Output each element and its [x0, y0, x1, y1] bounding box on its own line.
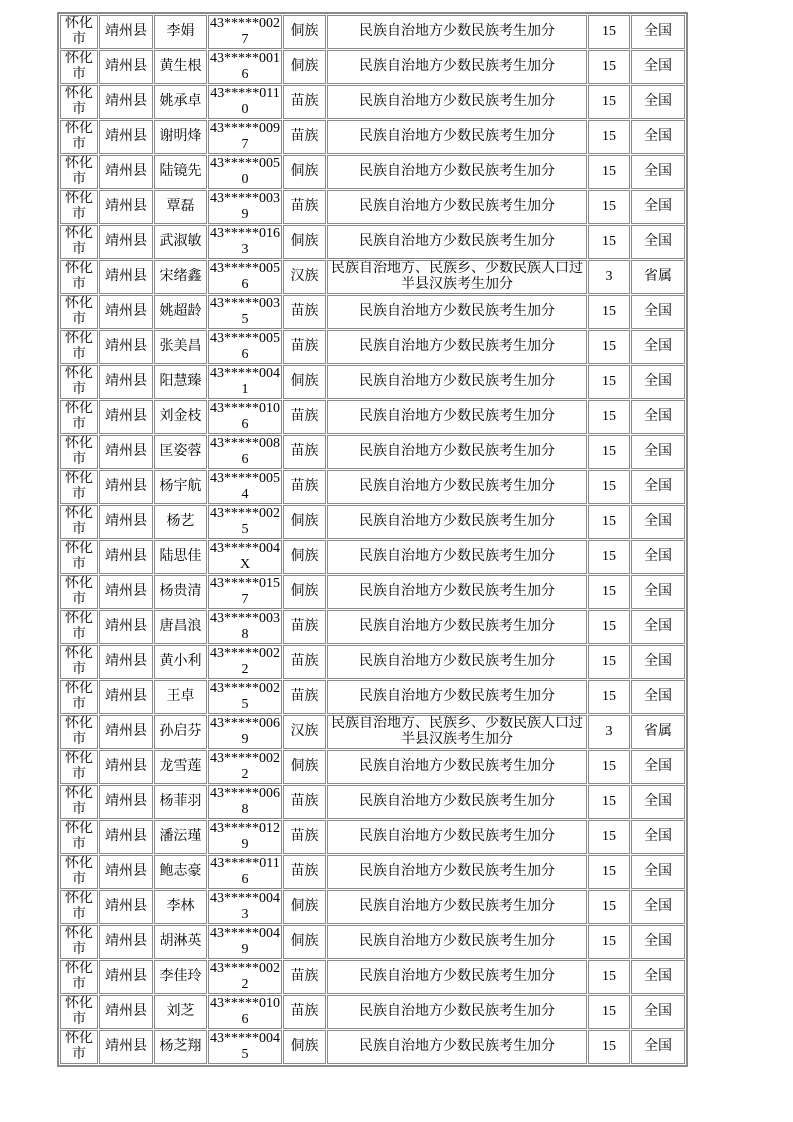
cell-name: 张美昌 — [154, 330, 207, 364]
cell-city: 怀化市 — [60, 890, 98, 924]
cell-scope: 全国 — [631, 295, 685, 329]
cell-scope: 全国 — [631, 470, 685, 504]
cell-name: 潘沄瑾 — [154, 820, 207, 854]
cell-ethnicity: 侗族 — [283, 155, 326, 189]
cell-scope: 全国 — [631, 155, 685, 189]
cell-points: 15 — [588, 330, 630, 364]
cell-county: 靖州县 — [99, 260, 153, 294]
cell-ethnicity: 苗族 — [283, 995, 326, 1029]
cell-bonus_reason: 民族自治地方少数民族考生加分 — [327, 995, 587, 1029]
table-row — [60, 855, 685, 889]
cell-ethnicity: 侗族 — [283, 1030, 326, 1064]
cell-county: 靖州县 — [99, 470, 153, 504]
cell-bonus_reason: 民族自治地方少数民族考生加分 — [327, 365, 587, 399]
cell-ethnicity: 侗族 — [283, 750, 326, 784]
cell-scope: 全国 — [631, 120, 685, 154]
cell-id_masked: 43*****0069 — [210, 716, 280, 747]
cell-city: 怀化市 — [60, 610, 98, 644]
cell-name: 匡姿蓉 — [154, 435, 207, 469]
table-row — [60, 575, 685, 609]
cell-city: 怀化市 — [60, 120, 98, 154]
cell-bonus_reason: 民族自治地方少数民族考生加分 — [327, 645, 587, 679]
cell-name: 阳慧臻 — [154, 365, 207, 399]
cell-id_masked: 43*****0043 — [210, 891, 280, 922]
cell-id_masked: 43*****0025 — [210, 506, 280, 537]
cell-name: 陆镜先 — [154, 155, 207, 189]
cell-bonus_reason: 民族自治地方少数民族考生加分 — [327, 925, 587, 959]
cell-points: 15 — [588, 505, 630, 539]
cell-points: 15 — [588, 225, 630, 259]
cell-scope: 全国 — [631, 505, 685, 539]
cell-scope: 全国 — [631, 750, 685, 784]
table-row — [60, 400, 685, 434]
cell-ethnicity: 苗族 — [283, 470, 326, 504]
cell-ethnicity: 汉族 — [283, 715, 326, 749]
cell-ethnicity: 苗族 — [283, 85, 326, 119]
cell-points: 15 — [588, 995, 630, 1029]
cell-id_masked: 43*****0025 — [210, 681, 280, 712]
cell-county: 靖州县 — [99, 155, 153, 189]
cell-city: 怀化市 — [60, 330, 98, 364]
bonus-points-table — [57, 12, 688, 1067]
cell-county: 靖州县 — [99, 85, 153, 119]
table-row — [60, 785, 685, 819]
cell-bonus_reason: 民族自治地方少数民族考生加分 — [327, 855, 587, 889]
cell-city: 怀化市 — [60, 645, 98, 679]
cell-ethnicity: 侗族 — [283, 575, 326, 609]
cell-county: 靖州县 — [99, 540, 153, 574]
table-row — [60, 295, 685, 329]
cell-county: 靖州县 — [99, 995, 153, 1029]
cell-scope: 全国 — [631, 925, 685, 959]
cell-id_masked: 43*****0016 — [210, 51, 280, 82]
cell-scope: 全国 — [631, 890, 685, 924]
cell-id_masked: 43*****004X — [210, 541, 280, 572]
cell-scope: 全国 — [631, 785, 685, 819]
cell-city: 怀化市 — [60, 575, 98, 609]
cell-scope: 全国 — [631, 85, 685, 119]
cell-bonus_reason: 民族自治地方少数民族考生加分 — [327, 960, 587, 994]
cell-ethnicity: 侗族 — [283, 365, 326, 399]
table-row — [60, 435, 685, 469]
cell-bonus_reason: 民族自治地方少数民族考生加分 — [327, 50, 587, 84]
cell-name: 杨贵清 — [154, 575, 207, 609]
cell-points: 15 — [588, 890, 630, 924]
cell-city: 怀化市 — [60, 190, 98, 224]
cell-name: 鲍志豪 — [154, 855, 207, 889]
cell-name: 杨宇航 — [154, 470, 207, 504]
table-row — [60, 470, 685, 504]
cell-county: 靖州县 — [99, 505, 153, 539]
cell-county: 靖州县 — [99, 820, 153, 854]
cell-id_masked: 43*****0056 — [210, 331, 280, 362]
cell-name: 陆思佳 — [154, 540, 207, 574]
cell-bonus_reason: 民族自治地方少数民族考生加分 — [327, 155, 587, 189]
cell-bonus_reason: 民族自治地方少数民族考生加分 — [327, 575, 587, 609]
cell-name: 覃磊 — [154, 190, 207, 224]
table-row — [60, 960, 685, 994]
cell-county: 靖州县 — [99, 855, 153, 889]
cell-city: 怀化市 — [60, 680, 98, 714]
cell-id_masked: 43*****0056 — [210, 261, 280, 292]
cell-scope: 全国 — [631, 365, 685, 399]
cell-points: 15 — [588, 50, 630, 84]
cell-name: 王卓 — [154, 680, 207, 714]
cell-name: 孙启芬 — [154, 715, 207, 749]
table-row — [60, 540, 685, 574]
cell-city: 怀化市 — [60, 785, 98, 819]
cell-ethnicity: 侗族 — [283, 925, 326, 959]
cell-name: 黄生根 — [154, 50, 207, 84]
cell-scope: 全国 — [631, 330, 685, 364]
table-row — [60, 715, 685, 749]
cell-id_masked: 43*****0129 — [210, 821, 280, 852]
bonus-points-table-body — [60, 15, 685, 1064]
table-row — [60, 85, 685, 119]
cell-ethnicity: 苗族 — [283, 190, 326, 224]
cell-ethnicity: 侗族 — [283, 15, 326, 49]
cell-city: 怀化市 — [60, 295, 98, 329]
cell-scope: 全国 — [631, 435, 685, 469]
cell-ethnicity: 苗族 — [283, 330, 326, 364]
cell-ethnicity: 苗族 — [283, 820, 326, 854]
cell-ethnicity: 苗族 — [283, 680, 326, 714]
cell-bonus_reason: 民族自治地方少数民族考生加分 — [327, 785, 587, 819]
cell-county: 靖州县 — [99, 1030, 153, 1064]
cell-scope: 全国 — [631, 610, 685, 644]
cell-points: 15 — [588, 470, 630, 504]
cell-points: 15 — [588, 680, 630, 714]
cell-bonus_reason: 民族自治地方少数民族考生加分 — [327, 15, 587, 49]
cell-scope: 全国 — [631, 225, 685, 259]
cell-points: 15 — [588, 540, 630, 574]
cell-bonus_reason: 民族自治地方少数民族考生加分 — [327, 435, 587, 469]
cell-county: 靖州县 — [99, 925, 153, 959]
table-row — [60, 925, 685, 959]
table-row — [60, 365, 685, 399]
cell-name: 刘芝 — [154, 995, 207, 1029]
cell-county: 靖州县 — [99, 190, 153, 224]
cell-name: 杨艺 — [154, 505, 207, 539]
cell-id_masked: 43*****0022 — [210, 961, 280, 992]
cell-ethnicity: 侗族 — [283, 225, 326, 259]
cell-county: 靖州县 — [99, 645, 153, 679]
cell-bonus_reason: 民族自治地方少数民族考生加分 — [327, 85, 587, 119]
cell-ethnicity: 侗族 — [283, 890, 326, 924]
cell-ethnicity: 苗族 — [283, 610, 326, 644]
cell-points: 15 — [588, 435, 630, 469]
table-row — [60, 190, 685, 224]
cell-ethnicity: 苗族 — [283, 785, 326, 819]
table-row — [60, 645, 685, 679]
cell-scope: 全国 — [631, 820, 685, 854]
cell-id_masked: 43*****0157 — [210, 576, 280, 607]
cell-bonus_reason: 民族自治地方少数民族考生加分 — [327, 890, 587, 924]
cell-city: 怀化市 — [60, 470, 98, 504]
cell-ethnicity: 侗族 — [283, 505, 326, 539]
cell-bonus_reason: 民族自治地方少数民族考生加分 — [327, 820, 587, 854]
cell-bonus_reason: 民族自治地方少数民族考生加分 — [327, 680, 587, 714]
cell-bonus_reason: 民族自治地方少数民族考生加分 — [327, 330, 587, 364]
cell-scope: 全国 — [631, 15, 685, 49]
cell-city: 怀化市 — [60, 225, 98, 259]
cell-bonus_reason: 民族自治地方少数民族考生加分 — [327, 120, 587, 154]
cell-scope: 全国 — [631, 400, 685, 434]
table-row — [60, 610, 685, 644]
cell-name: 李林 — [154, 890, 207, 924]
cell-ethnicity: 侗族 — [283, 540, 326, 574]
cell-name: 谢明烽 — [154, 120, 207, 154]
cell-points: 15 — [588, 15, 630, 49]
cell-id_masked: 43*****0022 — [210, 751, 280, 782]
cell-county: 靖州县 — [99, 575, 153, 609]
cell-ethnicity: 苗族 — [283, 435, 326, 469]
cell-bonus_reason: 民族自治地方、民族乡、少数民族人口过半县汉族考生加分 — [327, 715, 587, 749]
cell-ethnicity: 侗族 — [283, 50, 326, 84]
cell-points: 3 — [588, 260, 630, 294]
cell-points: 15 — [588, 960, 630, 994]
cell-county: 靖州县 — [99, 890, 153, 924]
cell-county: 靖州县 — [99, 750, 153, 784]
cell-county: 靖州县 — [99, 50, 153, 84]
cell-city: 怀化市 — [60, 365, 98, 399]
cell-bonus_reason: 民族自治地方少数民族考生加分 — [327, 295, 587, 329]
cell-id_masked: 43*****0045 — [210, 1031, 280, 1062]
table-row — [60, 680, 685, 714]
cell-county: 靖州县 — [99, 365, 153, 399]
cell-bonus_reason: 民族自治地方少数民族考生加分 — [327, 190, 587, 224]
cell-points: 15 — [588, 610, 630, 644]
cell-city: 怀化市 — [60, 540, 98, 574]
cell-name: 黄小利 — [154, 645, 207, 679]
cell-city: 怀化市 — [60, 15, 98, 49]
cell-name: 龙雪莲 — [154, 750, 207, 784]
cell-points: 3 — [588, 715, 630, 749]
cell-name: 杨芝翔 — [154, 1030, 207, 1064]
cell-id_masked: 43*****0068 — [210, 786, 280, 817]
cell-county: 靖州县 — [99, 680, 153, 714]
cell-id_masked: 43*****0054 — [210, 471, 280, 502]
cell-points: 15 — [588, 925, 630, 959]
cell-county: 靖州县 — [99, 435, 153, 469]
cell-bonus_reason: 民族自治地方少数民族考生加分 — [327, 1030, 587, 1064]
cell-points: 15 — [588, 120, 630, 154]
cell-scope: 全国 — [631, 960, 685, 994]
cell-name: 李娟 — [154, 15, 207, 49]
cell-city: 怀化市 — [60, 435, 98, 469]
cell-city: 怀化市 — [60, 995, 98, 1029]
cell-points: 15 — [588, 645, 630, 679]
cell-bonus_reason: 民族自治地方少数民族考生加分 — [327, 470, 587, 504]
cell-points: 15 — [588, 575, 630, 609]
cell-bonus_reason: 民族自治地方少数民族考生加分 — [327, 540, 587, 574]
table-row — [60, 750, 685, 784]
cell-ethnicity: 苗族 — [283, 400, 326, 434]
cell-ethnicity: 苗族 — [283, 960, 326, 994]
cell-name: 武淑敏 — [154, 225, 207, 259]
cell-ethnicity: 汉族 — [283, 260, 326, 294]
cell-name: 杨菲羽 — [154, 785, 207, 819]
cell-county: 靖州县 — [99, 225, 153, 259]
cell-points: 15 — [588, 785, 630, 819]
cell-scope: 省属 — [631, 715, 685, 749]
cell-city: 怀化市 — [60, 50, 98, 84]
cell-county: 靖州县 — [99, 400, 153, 434]
cell-county: 靖州县 — [99, 610, 153, 644]
cell-city: 怀化市 — [60, 505, 98, 539]
cell-id_masked: 43*****0049 — [210, 926, 280, 957]
cell-points: 15 — [588, 820, 630, 854]
cell-county: 靖州县 — [99, 15, 153, 49]
cell-ethnicity: 苗族 — [283, 295, 326, 329]
table-row — [60, 505, 685, 539]
cell-points: 15 — [588, 85, 630, 119]
cell-bonus_reason: 民族自治地方少数民族考生加分 — [327, 610, 587, 644]
cell-points: 15 — [588, 400, 630, 434]
cell-id_masked: 43*****0050 — [210, 156, 280, 187]
table-row — [60, 120, 685, 154]
cell-points: 15 — [588, 295, 630, 329]
cell-points: 15 — [588, 855, 630, 889]
cell-bonus_reason: 民族自治地方少数民族考生加分 — [327, 225, 587, 259]
cell-id_masked: 43*****0106 — [210, 996, 280, 1027]
cell-id_masked: 43*****0086 — [210, 436, 280, 467]
cell-ethnicity: 苗族 — [283, 645, 326, 679]
table-row — [60, 260, 685, 294]
cell-scope: 全国 — [631, 1030, 685, 1064]
cell-city: 怀化市 — [60, 400, 98, 434]
table-row — [60, 890, 685, 924]
cell-points: 15 — [588, 190, 630, 224]
cell-id_masked: 43*****0041 — [210, 366, 280, 397]
cell-id_masked: 43*****0038 — [210, 611, 280, 642]
table-row — [60, 1030, 685, 1064]
cell-id_masked: 43*****0039 — [210, 191, 280, 222]
cell-name: 胡淋英 — [154, 925, 207, 959]
cell-county: 靖州县 — [99, 330, 153, 364]
cell-city: 怀化市 — [60, 855, 98, 889]
cell-name: 刘金枝 — [154, 400, 207, 434]
cell-county: 靖州县 — [99, 960, 153, 994]
cell-city: 怀化市 — [60, 715, 98, 749]
cell-name: 李佳玲 — [154, 960, 207, 994]
cell-bonus_reason: 民族自治地方少数民族考生加分 — [327, 400, 587, 434]
cell-name: 姚超龄 — [154, 295, 207, 329]
cell-name: 宋绪鑫 — [154, 260, 207, 294]
table-row — [60, 330, 685, 364]
cell-id_masked: 43*****0163 — [210, 226, 280, 257]
cell-ethnicity: 苗族 — [283, 855, 326, 889]
cell-city: 怀化市 — [60, 820, 98, 854]
cell-id_masked: 43*****0097 — [210, 121, 280, 152]
cell-points: 15 — [588, 1030, 630, 1064]
cell-id_masked: 43*****0027 — [210, 16, 280, 47]
cell-points: 15 — [588, 155, 630, 189]
cell-county: 靖州县 — [99, 295, 153, 329]
table-row — [60, 155, 685, 189]
cell-city: 怀化市 — [60, 960, 98, 994]
cell-city: 怀化市 — [60, 750, 98, 784]
cell-scope: 省属 — [631, 260, 685, 294]
cell-county: 靖州县 — [99, 120, 153, 154]
cell-points: 15 — [588, 750, 630, 784]
table-row — [60, 15, 685, 49]
cell-scope: 全国 — [631, 645, 685, 679]
cell-id_masked: 43*****0035 — [210, 296, 280, 327]
cell-scope: 全国 — [631, 540, 685, 574]
cell-points: 15 — [588, 365, 630, 399]
cell-scope: 全国 — [631, 190, 685, 224]
cell-city: 怀化市 — [60, 1030, 98, 1064]
cell-name: 唐昌浪 — [154, 610, 207, 644]
cell-id_masked: 43*****0022 — [210, 646, 280, 677]
cell-id_masked: 43*****0106 — [210, 401, 280, 432]
cell-scope: 全国 — [631, 995, 685, 1029]
cell-city: 怀化市 — [60, 260, 98, 294]
cell-city: 怀化市 — [60, 85, 98, 119]
cell-bonus_reason: 民族自治地方少数民族考生加分 — [327, 750, 587, 784]
table-row — [60, 995, 685, 1029]
cell-id_masked: 43*****0110 — [208, 85, 282, 119]
cell-bonus_reason: 民族自治地方、民族乡、少数民族人口过半县汉族考生加分 — [327, 260, 587, 294]
cell-county: 靖州县 — [99, 785, 153, 819]
cell-scope: 全国 — [631, 680, 685, 714]
cell-id_masked: 43*****0116 — [208, 855, 282, 889]
table-row — [60, 50, 685, 84]
table-row — [60, 820, 685, 854]
cell-bonus_reason: 民族自治地方少数民族考生加分 — [327, 505, 587, 539]
table-row — [60, 225, 685, 259]
cell-scope: 全国 — [631, 575, 685, 609]
cell-name: 姚承卓 — [154, 85, 207, 119]
cell-county: 靖州县 — [99, 715, 153, 749]
cell-city: 怀化市 — [60, 155, 98, 189]
cell-ethnicity: 苗族 — [283, 120, 326, 154]
cell-city: 怀化市 — [60, 925, 98, 959]
cell-scope: 全国 — [631, 50, 685, 84]
cell-scope: 全国 — [631, 855, 685, 889]
